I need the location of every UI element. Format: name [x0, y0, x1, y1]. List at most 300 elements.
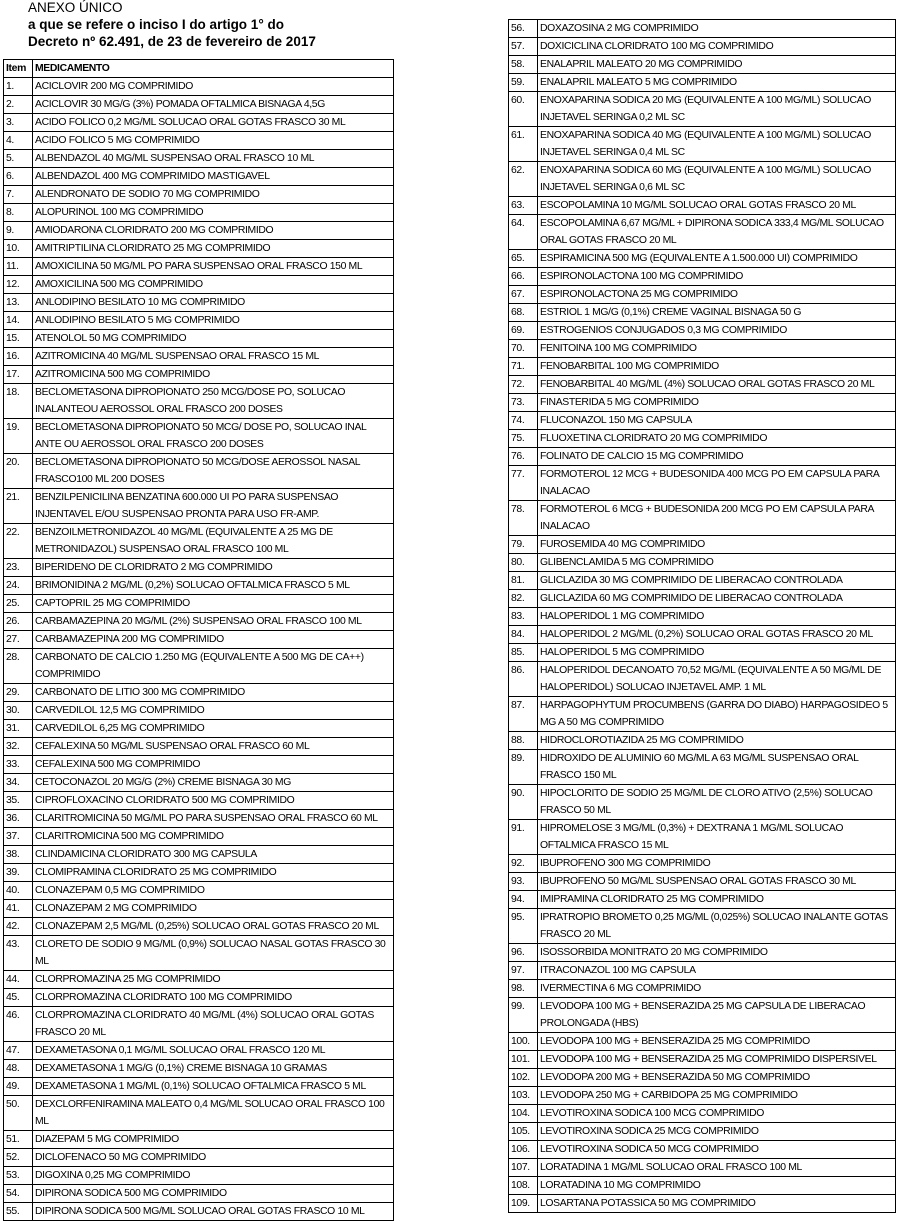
- medication-name: CEFALEXINA 50 MG/ML SUSPENSAO ORAL FRASCO 60 ML: [33, 738, 394, 756]
- table-row: [509, 1033, 896, 1051]
- item-number: 81.: [509, 572, 538, 590]
- item-number: 33.: [4, 756, 33, 774]
- medication-name: ACICLOVIR 30 MG/G (3%) POMADA OFTALMICA BISNAGA 4,5G: [33, 96, 394, 114]
- table-row: [4, 366, 394, 384]
- table-row: [509, 304, 896, 322]
- item-number: 53.: [4, 1167, 33, 1185]
- medication-name: ENALAPRIL MALEATO 5 MG COMPRIMIDO: [538, 74, 896, 92]
- medication-name: CARBAMAZEPINA 200 MG COMPRIMIDO: [33, 631, 394, 649]
- item-number: 47.: [4, 1042, 33, 1060]
- medication-name: HALOPERIDOL 2 MG/ML (0,2%) SOLUCAO ORAL GOTAS FRASCO 20 ML: [538, 626, 896, 644]
- table-row: [4, 864, 394, 882]
- table-row: [509, 1087, 896, 1105]
- medication-name: CARBONATO DE CALCIO 1.250 MG (EQUIVALENTE A 500 MG DE CA++) COMPRIMIDO: [33, 649, 394, 684]
- table-row: [4, 330, 394, 348]
- medication-name: CLONAZEPAM 0,5 MG COMPRIMIDO: [33, 882, 394, 900]
- table-row: [4, 577, 394, 595]
- table-row: [4, 882, 394, 900]
- table-row: [4, 1149, 394, 1167]
- medication-name: CARVEDILOL 6,25 MG COMPRIMIDO: [33, 720, 394, 738]
- table-row: [4, 846, 394, 864]
- item-number: 77.: [509, 466, 538, 501]
- item-number: 27.: [4, 631, 33, 649]
- item-number: 4.: [4, 132, 33, 150]
- table-row: [509, 1159, 896, 1177]
- table-row: [509, 20, 896, 38]
- medication-name: GLICLAZIDA 60 MG COMPRIMIDO DE LIBERACAO CONTROLADA: [538, 590, 896, 608]
- table-row: [4, 595, 394, 613]
- medication-name: FORMOTEROL 6 MCG + BUDESONIDA 200 MCG PO EM CAPSULA PARA INALACAO: [538, 501, 896, 536]
- medication-name: IBUPROFENO 50 MG/ML SUSPENSAO ORAL GOTAS FRASCO 30 ML: [538, 873, 896, 891]
- medication-name: DIAZEPAM 5 MG COMPRIMIDO: [33, 1131, 394, 1149]
- item-number: 66.: [509, 268, 538, 286]
- medication-table-right: [508, 19, 896, 1213]
- item-number: 106.: [509, 1141, 538, 1159]
- item-number: 43.: [4, 936, 33, 971]
- table-row: [509, 590, 896, 608]
- item-number: 5.: [4, 150, 33, 168]
- item-number: 13.: [4, 294, 33, 312]
- medication-name: AMIODARONA CLORIDRATO 200 MG COMPRIMIDO: [33, 222, 394, 240]
- item-number: 85.: [509, 644, 538, 662]
- medication-name: DIPIRONA SODICA 500 MG/ML SOLUCAO ORAL GOTAS FRASCO 10 ML: [33, 1203, 394, 1221]
- medication-name: LEVODOPA 250 MG + CARBIDOPA 25 MG COMPRIMIDO: [538, 1087, 896, 1105]
- medication-name: IPRATROPIO BROMETO 0,25 MG/ML (0,025%) SOLUCAO INALANTE GOTAS FRASCO 20 ML: [538, 909, 896, 944]
- item-number: 105.: [509, 1123, 538, 1141]
- item-number: 78.: [509, 501, 538, 536]
- medication-name: AMITRIPTILINA CLORIDRATO 25 MG COMPRIMIDO: [33, 240, 394, 258]
- table-row: [509, 448, 896, 466]
- item-number: 38.: [4, 846, 33, 864]
- item-number: 20.: [4, 454, 33, 489]
- item-number: 14.: [4, 312, 33, 330]
- item-number: 97.: [509, 962, 538, 980]
- medication-name: ESCOPOLAMINA 10 MG/ML SOLUCAO ORAL GOTAS FRASCO 20 ML: [538, 197, 896, 215]
- item-number: 39.: [4, 864, 33, 882]
- medication-name: ESPIRONOLACTONA 25 MG COMPRIMIDO: [538, 286, 896, 304]
- table-row: [4, 132, 394, 150]
- item-number: 28.: [4, 649, 33, 684]
- medication-name: DEXAMETASONA 1 MG/G (0,1%) CREME BISNAGA 10 GRAMAS: [33, 1060, 394, 1078]
- table-row: [4, 810, 394, 828]
- table-row: [509, 980, 896, 998]
- item-number: 42.: [4, 918, 33, 936]
- item-number: 83.: [509, 608, 538, 626]
- annex-subtitle: a que se refere o inciso I do artigo 1° do: [28, 17, 284, 32]
- medication-name: GLICLAZIDA 30 MG COMPRIMIDO DE LIBERACAO CONTROLADA: [538, 572, 896, 590]
- medication-name: CEFALEXINA 500 MG COMPRIMIDO: [33, 756, 394, 774]
- medication-name: ENOXAPARINA SODICA 60 MG (EQUIVALENTE A 100 MG/ML) SOLUCAO INJETAVEL SERINGA 0,6 ML SC: [538, 162, 896, 197]
- medication-name: LEVODOPA 100 MG + BENSERAZIDA 25 MG COMPRIMIDO: [538, 1033, 896, 1051]
- item-number: 35.: [4, 792, 33, 810]
- table-row: [4, 168, 394, 186]
- table-row: [4, 1096, 394, 1131]
- item-number: 73.: [509, 394, 538, 412]
- table-row: [509, 394, 896, 412]
- item-number: 15.: [4, 330, 33, 348]
- item-number: 87.: [509, 697, 538, 732]
- medication-name: FUROSEMIDA 40 MG COMPRIMIDO: [538, 536, 896, 554]
- medication-name: ALBENDAZOL 40 MG/ML SUSPENSAO ORAL FRASCO 10 ML: [33, 150, 394, 168]
- table-row: [509, 92, 896, 127]
- table-row: [4, 1131, 394, 1149]
- table-row: [4, 150, 394, 168]
- item-number: 74.: [509, 412, 538, 430]
- item-number: 96.: [509, 944, 538, 962]
- item-number: 82.: [509, 590, 538, 608]
- item-number: 40.: [4, 882, 33, 900]
- medication-name: CLARITROMICINA 50 MG/ML PO PARA SUSPENSAO ORAL FRASCO 60 ML: [33, 810, 394, 828]
- medication-name: ESTRIOL 1 MG/G (0,1%) CREME VAGINAL BISNAGA 50 G: [538, 304, 896, 322]
- medication-name: CLONAZEPAM 2 MG COMPRIMIDO: [33, 900, 394, 918]
- item-number: 11.: [4, 258, 33, 276]
- table-row: [509, 340, 896, 358]
- item-number: 46.: [4, 1007, 33, 1042]
- column-header-medicamento: MEDICAMENTO: [33, 60, 394, 78]
- table-row: [509, 732, 896, 750]
- table-row: [509, 891, 896, 909]
- medication-name: CARBAMAZEPINA 20 MG/ML (2%) SUSPENSAO ORAL FRASCO 100 ML: [33, 613, 394, 631]
- table-row: [4, 900, 394, 918]
- item-number: 6.: [4, 168, 33, 186]
- medication-name: AZITROMICINA 40 MG/ML SUSPENSAO ORAL FRASCO 15 ML: [33, 348, 394, 366]
- item-number: 29.: [4, 684, 33, 702]
- table-row: [4, 1078, 394, 1096]
- item-number: 57.: [509, 38, 538, 56]
- table-row: [509, 412, 896, 430]
- medication-name: ENOXAPARINA SODICA 20 MG (EQUIVALENTE A 100 MG/ML) SOLUCAO INJETAVEL SERINGA 0,2 ML SC: [538, 92, 896, 127]
- item-number: 26.: [4, 613, 33, 631]
- item-number: 95.: [509, 909, 538, 944]
- medication-name: ACICLOVIR 200 MG COMPRIMIDO: [33, 78, 394, 96]
- medication-name: BECLOMETASONA DIPROPIONATO 50 MCG/ DOSE PO, SOLUCAO INAL ANTE OU AEROSSOL ORAL FRASCO 200 DOSES: [33, 419, 394, 454]
- item-number: 25.: [4, 595, 33, 613]
- medication-name: DIGOXINA 0,25 MG COMPRIMIDO: [33, 1167, 394, 1185]
- item-number: 75.: [509, 430, 538, 448]
- table-row: [509, 608, 896, 626]
- item-number: 104.: [509, 1105, 538, 1123]
- table-row: [509, 1069, 896, 1087]
- medication-name: FLUCONAZOL 150 MG CAPSULA: [538, 412, 896, 430]
- item-number: 109.: [509, 1195, 538, 1213]
- medication-name: ACIDO FOLICO 5 MG COMPRIMIDO: [33, 132, 394, 150]
- table-row: [4, 1007, 394, 1042]
- item-number: 22.: [4, 524, 33, 559]
- item-number: 100.: [509, 1033, 538, 1051]
- medication-name: ALOPURINOL 100 MG COMPRIMIDO: [33, 204, 394, 222]
- item-number: 70.: [509, 340, 538, 358]
- item-number: 45.: [4, 989, 33, 1007]
- medication-name: DOXICICLINA CLORIDRATO 100 MG COMPRIMIDO: [538, 38, 896, 56]
- medication-name: ENALAPRIL MALEATO 20 MG COMPRIMIDO: [538, 56, 896, 74]
- table-row: [4, 792, 394, 810]
- item-number: 91.: [509, 820, 538, 855]
- table-row: [509, 74, 896, 92]
- table-row: [4, 684, 394, 702]
- annex-header: [28, 0, 368, 51]
- medication-name: FINASTERIDA 5 MG COMPRIMIDO: [538, 394, 896, 412]
- medication-name: HIDROCLOROTIAZIDA 25 MG COMPRIMIDO: [538, 732, 896, 750]
- medication-name: BECLOMETASONA DIPROPIONATO 50 MCG/DOSE AEROSSOL NASAL FRASCO100 ML 200 DOSES: [33, 454, 394, 489]
- table-row: [509, 1051, 896, 1069]
- medication-name: LEVOTIROXINA SODICA 25 MCG COMPRIMIDO: [538, 1123, 896, 1141]
- medication-name: FENOBARBITAL 100 MG COMPRIMIDO: [538, 358, 896, 376]
- table-row: [4, 348, 394, 366]
- table-row: [509, 1177, 896, 1195]
- table-row: [509, 286, 896, 304]
- medication-name: BENZILPENICILINA BENZATINA 600.000 UI PO PARA SUSPENSAO INJENTAVEL E/OU SUSPENSAO PRONTA PARA USO FR-AMP.: [33, 489, 394, 524]
- medication-name: CIPROFLOXACINO CLORIDRATO 500 MG COMPRIMIDO: [33, 792, 394, 810]
- item-number: 2.: [4, 96, 33, 114]
- table-row: [509, 358, 896, 376]
- medication-name: CLINDAMICINA CLORIDRATO 300 MG CAPSULA: [33, 846, 394, 864]
- medication-name: CETOCONAZOL 20 MG/G (2%) CREME BISNAGA 30 MG: [33, 774, 394, 792]
- item-number: 71.: [509, 358, 538, 376]
- table-row: [4, 312, 394, 330]
- item-number: 10.: [4, 240, 33, 258]
- item-number: 41.: [4, 900, 33, 918]
- item-number: 101.: [509, 1051, 538, 1069]
- table-row: [509, 1123, 896, 1141]
- table-row: [4, 524, 394, 559]
- item-number: 79.: [509, 536, 538, 554]
- medication-name: IMIPRAMINA CLORIDRATO 25 MG COMPRIMIDO: [538, 891, 896, 909]
- medication-name: IVERMECTINA 6 MG COMPRIMIDO: [538, 980, 896, 998]
- table-row: [509, 38, 896, 56]
- medication-name: BRIMONIDINA 2 MG/ML (0,2%) SOLUCAO OFTALMICA FRASCO 5 ML: [33, 577, 394, 595]
- medication-name: DOXAZOSINA 2 MG COMPRIMIDO: [538, 20, 896, 38]
- item-number: 99.: [509, 998, 538, 1033]
- table-row: [509, 662, 896, 697]
- medication-name: LORATADINA 10 MG COMPRIMIDO: [538, 1177, 896, 1195]
- item-number: 76.: [509, 448, 538, 466]
- item-number: 48.: [4, 1060, 33, 1078]
- medication-name: HALOPERIDOL 5 MG COMPRIMIDO: [538, 644, 896, 662]
- item-number: 56.: [509, 20, 538, 38]
- table-row: [4, 258, 394, 276]
- medication-name: FENOBARBITAL 40 MG/ML (4%) SOLUCAO ORAL GOTAS FRASCO 20 ML: [538, 376, 896, 394]
- medication-name: ESPIRONOLACTONA 100 MG COMPRIMIDO: [538, 268, 896, 286]
- medication-name: BENZOILMETRONIDAZOL 40 MG/ML (EQUIVALENTE A 25 MG DE METRONIDAZOL) SUSPENSAO ORAL FRASCO 100 ML: [33, 524, 394, 559]
- medication-name: IBUPROFENO 300 MG COMPRIMIDO: [538, 855, 896, 873]
- item-number: 34.: [4, 774, 33, 792]
- table-row: [4, 649, 394, 684]
- medication-name: ANLODIPINO BESILATO 10 MG COMPRIMIDO: [33, 294, 394, 312]
- medication-name: ACIDO FOLICO 0,2 MG/ML SOLUCAO ORAL GOTAS FRASCO 30 ML: [33, 114, 394, 132]
- table-row: [4, 114, 394, 132]
- table-row: [509, 820, 896, 855]
- medication-name: FLUOXETINA CLORIDRATO 20 MG COMPRIMIDO: [538, 430, 896, 448]
- medication-name: BECLOMETASONA DIPROPIONATO 250 MCG/DOSE PO, SOLUCAO INALANTEOU AEROSSOL ORAL FRASCO 200 DOSES: [33, 384, 394, 419]
- table-row: [4, 1203, 394, 1221]
- medication-name: LEVOTIROXINA SODICA 100 MCG COMPRIMIDO: [538, 1105, 896, 1123]
- column-header-item: Item: [4, 60, 33, 78]
- table-row: [509, 501, 896, 536]
- item-number: 93.: [509, 873, 538, 891]
- item-number: 1.: [4, 78, 33, 96]
- item-number: 90.: [509, 785, 538, 820]
- table-row: [509, 376, 896, 394]
- annex-title: ANEXO ÚNICO: [28, 0, 123, 15]
- table-row: [509, 785, 896, 820]
- item-number: 30.: [4, 702, 33, 720]
- medication-name: CLORPROMAZINA CLORIDRATO 40 MG/ML (4%) SOLUCAO ORAL GOTAS FRASCO 20 ML: [33, 1007, 394, 1042]
- item-number: 19.: [4, 419, 33, 454]
- medication-name: LEVODOPA 100 MG + BENSERAZIDA 25 MG COMPRIMIDO DISPERSIVEL: [538, 1051, 896, 1069]
- medication-name: ALENDRONATO DE SODIO 70 MG COMPRIMIDO: [33, 186, 394, 204]
- table-row: [509, 466, 896, 501]
- table-row: [509, 197, 896, 215]
- medication-name: BIPERIDENO DE CLORIDRATO 2 MG COMPRIMIDO: [33, 559, 394, 577]
- item-number: 94.: [509, 891, 538, 909]
- table-row: [4, 756, 394, 774]
- medication-name: HIPOCLORITO DE SODIO 25 MG/ML DE CLORO ATIVO (2,5%) SOLUCAO FRASCO 50 ML: [538, 785, 896, 820]
- table-row: [509, 250, 896, 268]
- table-row: [509, 56, 896, 74]
- medication-name: HARPAGOPHYTUM PROCUMBENS (GARRA DO DIABO) HARPAGOSIDEO 5 MG A 50 MG COMPRIMIDO: [538, 697, 896, 732]
- table-row: [509, 1141, 896, 1159]
- table-row: [4, 78, 394, 96]
- table-row: [509, 998, 896, 1033]
- item-number: 72.: [509, 376, 538, 394]
- medication-name: DICLOFENACO 50 MG COMPRIMIDO: [33, 1149, 394, 1167]
- table-row: [4, 613, 394, 631]
- table-row: [4, 186, 394, 204]
- table-row: [4, 702, 394, 720]
- item-number: 68.: [509, 304, 538, 322]
- table-row: [4, 936, 394, 971]
- table-row: [4, 204, 394, 222]
- table-row: [4, 828, 394, 846]
- item-number: 32.: [4, 738, 33, 756]
- table-row: [4, 559, 394, 577]
- item-number: 67.: [509, 286, 538, 304]
- medication-name: CARVEDILOL 12,5 MG COMPRIMIDO: [33, 702, 394, 720]
- medication-name: ESCOPOLAMINA 6,67 MG/ML + DIPIRONA SODICA 333,4 MG/ML SOLUCAO ORAL GOTAS FRASCO 20 ML: [538, 215, 896, 250]
- table-row: [4, 971, 394, 989]
- item-number: 16.: [4, 348, 33, 366]
- item-number: 64.: [509, 215, 538, 250]
- medication-name: ENOXAPARINA SODICA 40 MG (EQUIVALENTE A 100 MG/ML) SOLUCAO INJETAVEL SERINGA 0,4 ML SC: [538, 127, 896, 162]
- medication-name: ITRACONAZOL 100 MG CAPSULA: [538, 962, 896, 980]
- item-number: 24.: [4, 577, 33, 595]
- table-row: [509, 626, 896, 644]
- table-header-row: [4, 60, 394, 78]
- item-number: 61.: [509, 127, 538, 162]
- item-number: 44.: [4, 971, 33, 989]
- medication-name: LORATADINA 1 MG/ML SOLUCAO ORAL FRASCO 100 ML: [538, 1159, 896, 1177]
- item-number: 80.: [509, 554, 538, 572]
- item-number: 12.: [4, 276, 33, 294]
- table-row: [509, 855, 896, 873]
- medication-name: CLOMIPRAMINA CLORIDRATO 25 MG COMPRIMIDO: [33, 864, 394, 882]
- medication-name: LEVOTIROXINA SODICA 50 MCG COMPRIMIDO: [538, 1141, 896, 1159]
- table-row: [509, 873, 896, 891]
- item-number: 50.: [4, 1096, 33, 1131]
- medication-name: DEXAMETASONA 1 MG/ML (0,1%) SOLUCAO OFTALMICA FRASCO 5 ML: [33, 1078, 394, 1096]
- medication-name: GLIBENCLAMIDA 5 MG COMPRIMIDO: [538, 554, 896, 572]
- item-number: 8.: [4, 204, 33, 222]
- item-number: 107.: [509, 1159, 538, 1177]
- table-row: [509, 1105, 896, 1123]
- table-row: [4, 989, 394, 1007]
- table-row: [509, 944, 896, 962]
- medication-name: ESPIRAMICINA 500 MG (EQUIVALENTE A 1.500.000 UI) COMPRIMIDO: [538, 250, 896, 268]
- table-row: [509, 554, 896, 572]
- table-row: [4, 1167, 394, 1185]
- table-row: [4, 294, 394, 312]
- item-number: 21.: [4, 489, 33, 524]
- item-number: 17.: [4, 366, 33, 384]
- table-row: [509, 536, 896, 554]
- medication-name: LEVODOPA 100 MG + BENSERAZIDA 25 MG CAPSULA DE LIBERACAO PROLONGADA (HBS): [538, 998, 896, 1033]
- item-number: 51.: [4, 1131, 33, 1149]
- medication-name: AMOXICILINA 50 MG/ML PO PARA SUSPENSAO ORAL FRASCO 150 ML: [33, 258, 394, 276]
- item-number: 89.: [509, 750, 538, 785]
- item-number: 18.: [4, 384, 33, 419]
- medication-name: LOSARTANA POTASSICA 50 MG COMPRIMIDO: [538, 1195, 896, 1213]
- item-number: 36.: [4, 810, 33, 828]
- medication-name: CAPTOPRIL 25 MG COMPRIMIDO: [33, 595, 394, 613]
- medication-name: CLORPROMAZINA CLORIDRATO 100 MG COMPRIMIDO: [33, 989, 394, 1007]
- item-number: 98.: [509, 980, 538, 998]
- table-row: [4, 1060, 394, 1078]
- item-number: 54.: [4, 1185, 33, 1203]
- medication-name: ESTROGENIOS CONJUGADOS 0,3 MG COMPRIMIDO: [538, 322, 896, 340]
- medication-name: CLORPROMAZINA 25 MG COMPRIMIDO: [33, 971, 394, 989]
- medication-name: DEXAMETASONA 0,1 MG/ML SOLUCAO ORAL FRASCO 120 ML: [33, 1042, 394, 1060]
- item-number: 49.: [4, 1078, 33, 1096]
- medication-name: LEVODOPA 200 MG + BENSERAZIDA 50 MG COMPRIMIDO: [538, 1069, 896, 1087]
- table-row: [4, 631, 394, 649]
- table-row: [4, 1185, 394, 1203]
- item-number: 9.: [4, 222, 33, 240]
- table-row: [509, 430, 896, 448]
- medication-name: HIDROXIDO DE ALUMINIO 60 MG/ML A 63 MG/ML SUSPENSAO ORAL FRASCO 150 ML: [538, 750, 896, 785]
- medication-name: CLARITROMICINA 500 MG COMPRIMIDO: [33, 828, 394, 846]
- item-number: 69.: [509, 322, 538, 340]
- medication-name: FORMOTEROL 12 MCG + BUDESONIDA 400 MCG PO EM CAPSULA PARA INALACAO: [538, 466, 896, 501]
- table-row: [509, 644, 896, 662]
- medication-name: ANLODIPINO BESILATO 5 MG COMPRIMIDO: [33, 312, 394, 330]
- item-number: 31.: [4, 720, 33, 738]
- item-number: 108.: [509, 1177, 538, 1195]
- medication-name: ISOSSORBIDA MONITRATO 20 MG COMPRIMIDO: [538, 944, 896, 962]
- item-number: 23.: [4, 559, 33, 577]
- medication-name: CARBONATO DE LITIO 300 MG COMPRIMIDO: [33, 684, 394, 702]
- table-row: [4, 918, 394, 936]
- table-row: [4, 384, 394, 419]
- item-number: 92.: [509, 855, 538, 873]
- medication-name: HALOPERIDOL DECANOATO 70,52 MG/ML (EQUIVALENTE A 50 MG/ML DE HALOPERIDOL) SOLUCAO INJETAVEL AMP. 1 ML: [538, 662, 896, 697]
- item-number: 86.: [509, 662, 538, 697]
- medication-table-left: [3, 59, 394, 1221]
- table-row: [509, 215, 896, 250]
- medication-name: FOLINATO DE CALCIO 15 MG COMPRIMIDO: [538, 448, 896, 466]
- item-number: 62.: [509, 162, 538, 197]
- table-row: [4, 240, 394, 258]
- table-row: [509, 572, 896, 590]
- item-number: 3.: [4, 114, 33, 132]
- table-row: [509, 127, 896, 162]
- table-row: [4, 738, 394, 756]
- item-number: 37.: [4, 828, 33, 846]
- medication-name: DIPIRONA SODICA 500 MG COMPRIMIDO: [33, 1185, 394, 1203]
- medication-name: AMOXICILINA 500 MG COMPRIMIDO: [33, 276, 394, 294]
- medication-name: CLORETO DE SODIO 9 MG/ML (0,9%) SOLUCAO NASAL GOTAS FRASCO 30 ML: [33, 936, 394, 971]
- table-row: [4, 1042, 394, 1060]
- table-row: [4, 454, 394, 489]
